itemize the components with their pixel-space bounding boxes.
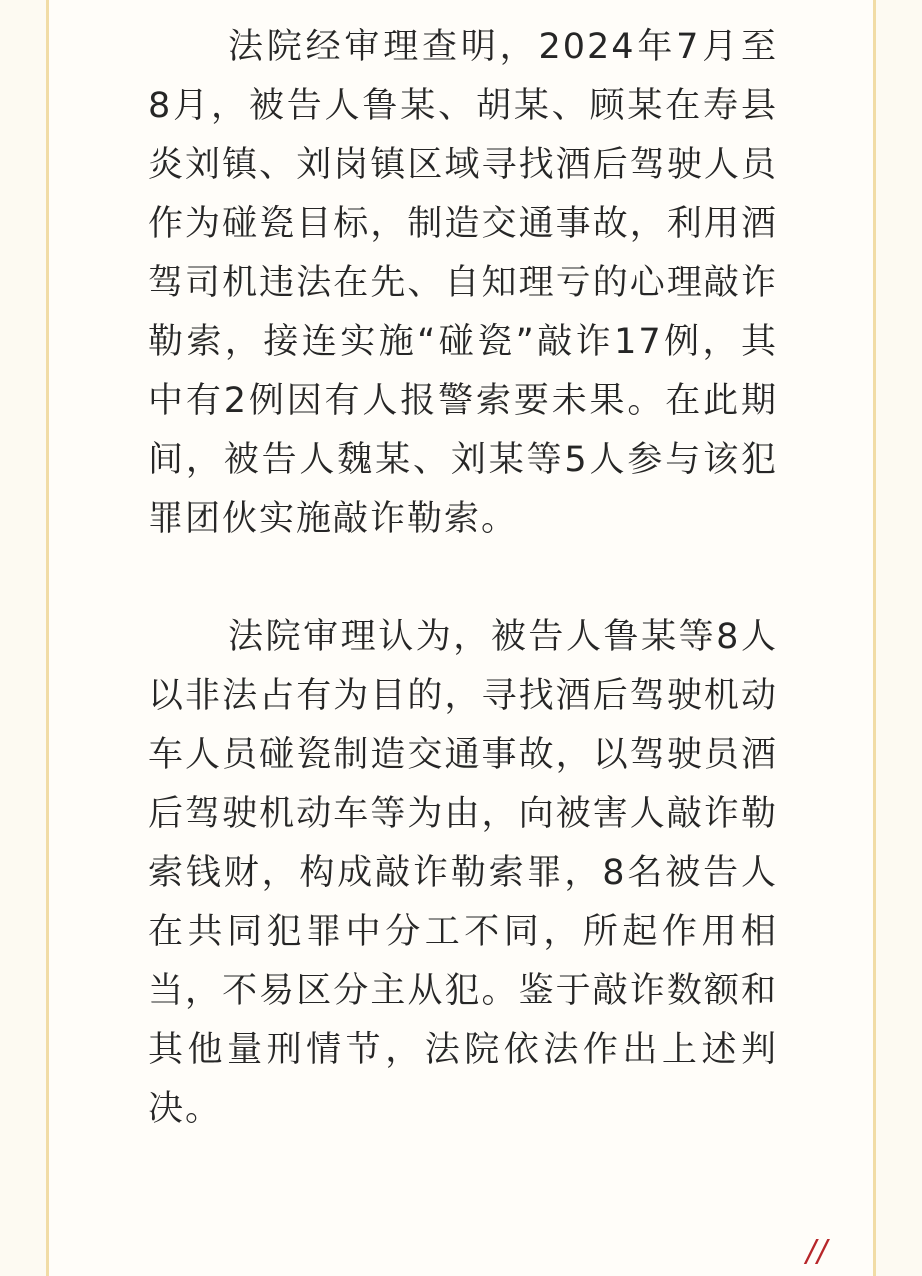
end-mark: // [806,1234,829,1269]
paragraph-ruling: 法院审理认为，被告人鲁某等8人以非法占有为目的，寻找酒后驾驶机动车人员碰瓷制造交通事故，以驾驶员酒后驾驶机动车等为由，向被害人敲诈勒索钱财，构成敲诈勒索罪，8名被告人在共同犯罪中分工不同，所起作用相当，不易区分主从犯。鉴于敲诈数额和其他量刑情节，法院依法作出上述判决。 [148,617,778,1129]
paragraph-findings: 法院经审理查明，2024年7月至8月，被告人鲁某、胡某、顾某在寿县炎刘镇、刘岗镇区域寻找酒后驾驶人员作为碰瓷目标，制造交通事故，利用酒驾司机违法在先、自知理亏的心理敲诈勒索，接连实施“碰瓷”敲诈17例，其中有2例因有人报警索要未果。在此期间，被告人魏某、刘某等5人参与该犯罪团伙实施敲诈勒索。 [148,27,778,539]
article-body [148,18,778,1139]
right-frame-line [873,0,876,1276]
